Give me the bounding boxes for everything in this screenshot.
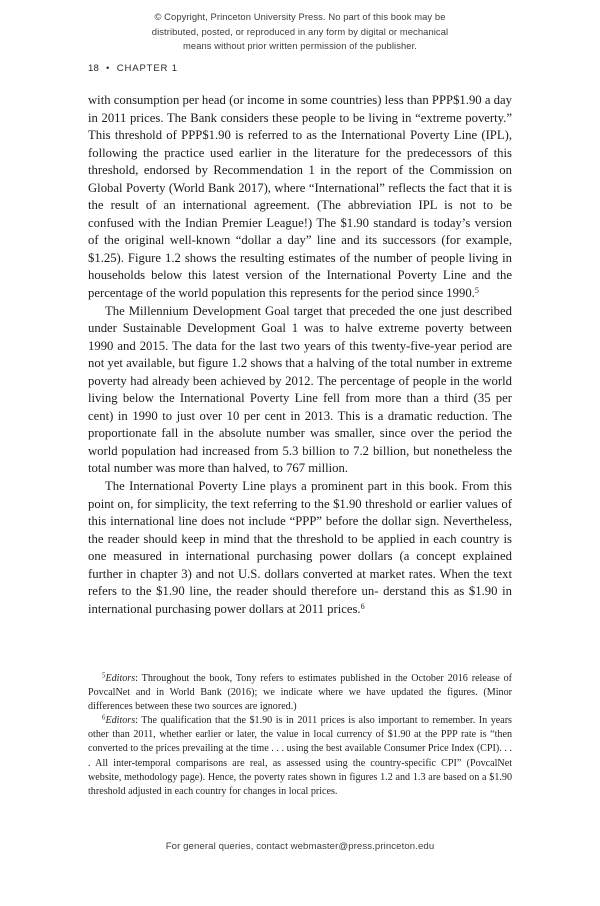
paragraph-2 bbox=[88, 303, 512, 478]
paragraph-2-text: The Millennium Development Goal target that preceded the one just described under Sustainable Development Goal 1 was to halve extreme poverty between 1990 and 2015. The data for the last two years of this twenty-five-year period are not yet available, but figure 1.2 shows that a halving of the total number in extreme poverty had already been achieved by 2012. The percentage of people in the world living below the International Poverty Line fell from more than a third (35 per cent) in 1990 to just over 10 per cent in 2013. This is a dramatic reduction. The proportionate fall in the absolute number was smaller, since over the period the world population had increased from 5.3 billion to 7.2 billion, but nonetheless the total number was more than halved, to 767 million. bbox=[88, 303, 512, 476]
page-number: 18 bbox=[88, 63, 100, 74]
paragraph-1 bbox=[88, 92, 512, 303]
footnote-5-label: Editors bbox=[105, 673, 136, 684]
paragraph-3-text-after: prices. bbox=[327, 601, 361, 616]
body-text-column bbox=[88, 92, 512, 618]
paragraph-3-text-stretched: derstand this as $1.90 in international purchasing power dollars at 2011 bbox=[88, 584, 512, 616]
footnotes-block bbox=[88, 672, 512, 799]
copyright-line-3: means without prior written permission of the publisher. bbox=[182, 40, 418, 52]
footnote-ref-6: 6 bbox=[360, 601, 365, 611]
footnote-marker-6: 6 bbox=[102, 714, 106, 722]
footer-text: For general queries, contact webmaster@press.princeton.edu bbox=[165, 841, 435, 852]
page-footer bbox=[0, 841, 600, 852]
copyright-notice bbox=[110, 10, 490, 54]
running-head bbox=[88, 63, 178, 74]
footnote-6-label: Editors bbox=[105, 715, 136, 727]
footnote-6 bbox=[88, 714, 512, 799]
bullet-separator-icon: • bbox=[106, 62, 110, 73]
copyright-line-2: distributed, posted, or reproduced in any form by digital or mechanical bbox=[151, 25, 449, 37]
footnote-marker-5: 5 bbox=[102, 672, 106, 680]
footnote-5 bbox=[88, 672, 512, 714]
chapter-label: CHAPTER 1 bbox=[116, 63, 178, 74]
copyright-line-1: © Copyright, Princeton University Press. No part of this book may be bbox=[154, 11, 446, 22]
footnote-ref-5: 5 bbox=[474, 285, 479, 295]
footnote-6-text: : The qualification that the $1.90 is in 2011 prices is also important to remember. In years other than 2011, whether earlier or later, the value in local currency of $1.90 at the PPP rate is “then converted to the prices prevailing at the time . . . using the best available Consumer Price Index (CPI). . . . All inter-temporal comparisons are real, as assessed using the country-specific CPI” (PovcalNet website, methodology page). Hence, the poverty rates shown in figures 1.2 and 1.3 are based on a $1.90 threshold adjusted in each country for changes in local prices. bbox=[88, 715, 512, 797]
paragraph-3-text-before: The International Poverty Line plays a prominent part in this book. From this point on, for simplicity, the text referring to the $1.90 threshold or earlier values of this international line does not include “PPP” before the dollar sign. Nevertheless, the reader should keep in mind that the threshold to be applied in each country is one measured in international purchasing power dollars (a concept explained further in chapter 3) and not U.S. dollars converted at market rates. When the text refers to the $1.90 line, the reader should therefore un- bbox=[88, 479, 512, 599]
paragraph-3 bbox=[88, 478, 512, 618]
paragraph-1-text: with consumption per head (or income in some countries) less than PPP$1.90 a day in 2011 prices. The Bank considers these people to be living in “extreme poverty.” This threshold of PPP$1.90 is referred to as the International Poverty Line (IPL), following the practice used earlier in the literature for the predecessors of this threshold, endorsed by Recommendation 1 in the report of the Commission on Global Poverty (World Bank 2017), where “International” reflects the fact that it is the result of an international agreement. (The abbreviation IPL is not to be confused with the Indian Premier League!) The $1.90 standard is today’s version of the original well-known “dollar a day” line and its successors (for example, $1.25). Figure 1.2 shows the resulting estimates of the number of people living in households below this latest version of the International Poverty Line and the percentage of the world population this represents for the period since 1990. bbox=[88, 93, 512, 301]
footnote-5-text: : Throughout the book, Tony refers to estimates published in the October 2016 release of PovcalNet and in World Bank (2016); we indicate where we have updated the figures. (Minor differences between these two sources are ignored.) bbox=[88, 673, 512, 713]
